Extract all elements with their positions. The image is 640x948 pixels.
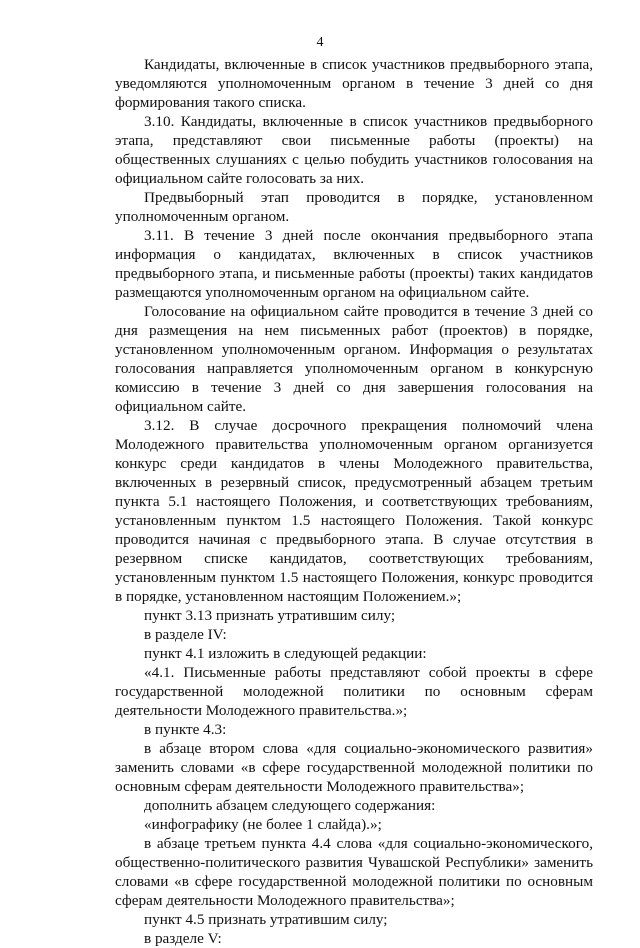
paragraph: в разделе V:	[144, 930, 222, 947]
page-number: 4	[316, 35, 324, 50]
paragraph: «инфографику (не более 1 слайда).»;	[144, 816, 382, 833]
paragraph: Предвыборный этап проводится в порядке, установленном уполномоченным органом.	[115, 189, 593, 225]
paragraph: пункт 3.13 признать утратившим силу;	[144, 607, 396, 624]
paragraph: в абзаце третьем пункта 4.4 слова «для социально-экономического, общественно-политического развития Чувашской Республики» заменить словами «в сфере государственной молодежной политики по основным сферам деятельности Молодежного правительства»;	[115, 835, 593, 909]
paragraph: «4.1. Письменные работы представляют собой проекты в сфере государственной молодежной политики по основным сферам деятельности Молодежного правительства.»;	[115, 664, 593, 719]
paragraph: в разделе IV:	[144, 626, 227, 643]
paragraph: Кандидаты, включенные в список участников предвыборного этапа, уведомляются уполномоченным органом в течение 3 дней со дня формирования такого списка.	[115, 56, 593, 111]
paragraph: 3.10. Кандидаты, включенные в список участников предвыборного этапа, представляют свои письменные работы (проекты) на общественных слушаниях с целью побудить участников голосования на официальном сайте голосовать за них.	[115, 113, 593, 187]
paragraph: пункт 4.1 изложить в следующей редакции:	[144, 645, 427, 662]
paragraph: 3.11. В течение 3 дней после окончания предвыборного этапа информация о кандидатах, включенных в список участников предвыборного этапа, и письменные работы (проекты) таких кандидатов размещаются уполномоченным органом на официальном сайте.	[115, 227, 593, 301]
paragraph: дополнить абзацем следующего содержания:	[144, 797, 436, 814]
paragraph: Голосование на официальном сайте проводится в течение 3 дней со дня размещения на нем письменных работ (проектов) в порядке, установленном уполномоченным органом. Информация о результатах голосования направляется уполномоченным органом в конкурсную комиссию в течение 3 дней со дня завершения голосования на официальном сайте.	[115, 303, 593, 415]
paragraph: в абзаце втором слова «для социально-экономического развития» заменить словами «в сфере государственной молодежной политики по основным сферам деятельности Молодежного правительства»;	[115, 740, 593, 795]
paragraph: пункт 4.5 признать утратившим силу;	[144, 911, 388, 928]
paragraph: в пункте 4.3:	[144, 721, 227, 738]
paragraph: 3.12. В случае досрочного прекращения полномочий члена Молодежного правительства уполномоченным органом организуется конкурс среди кандидатов в члены Молодежного правительства, включенных в резервный список, предусмотренный абзацем третьим пункта 5.1 настоящего Положения, и соответствующих требованиям, установленным пунктом 1.5 настоящего Положения. Такой конкурс проводится начиная с предвыборного этапа. В случае отсутствия в резервном списке кандидатов, соответствующих требованиям, установленным пунктом 1.5 настоящего Положения, конкурс проводится в порядке, установленном настоящим Положением.»;	[115, 417, 593, 605]
document-body	[115, 55, 593, 948]
